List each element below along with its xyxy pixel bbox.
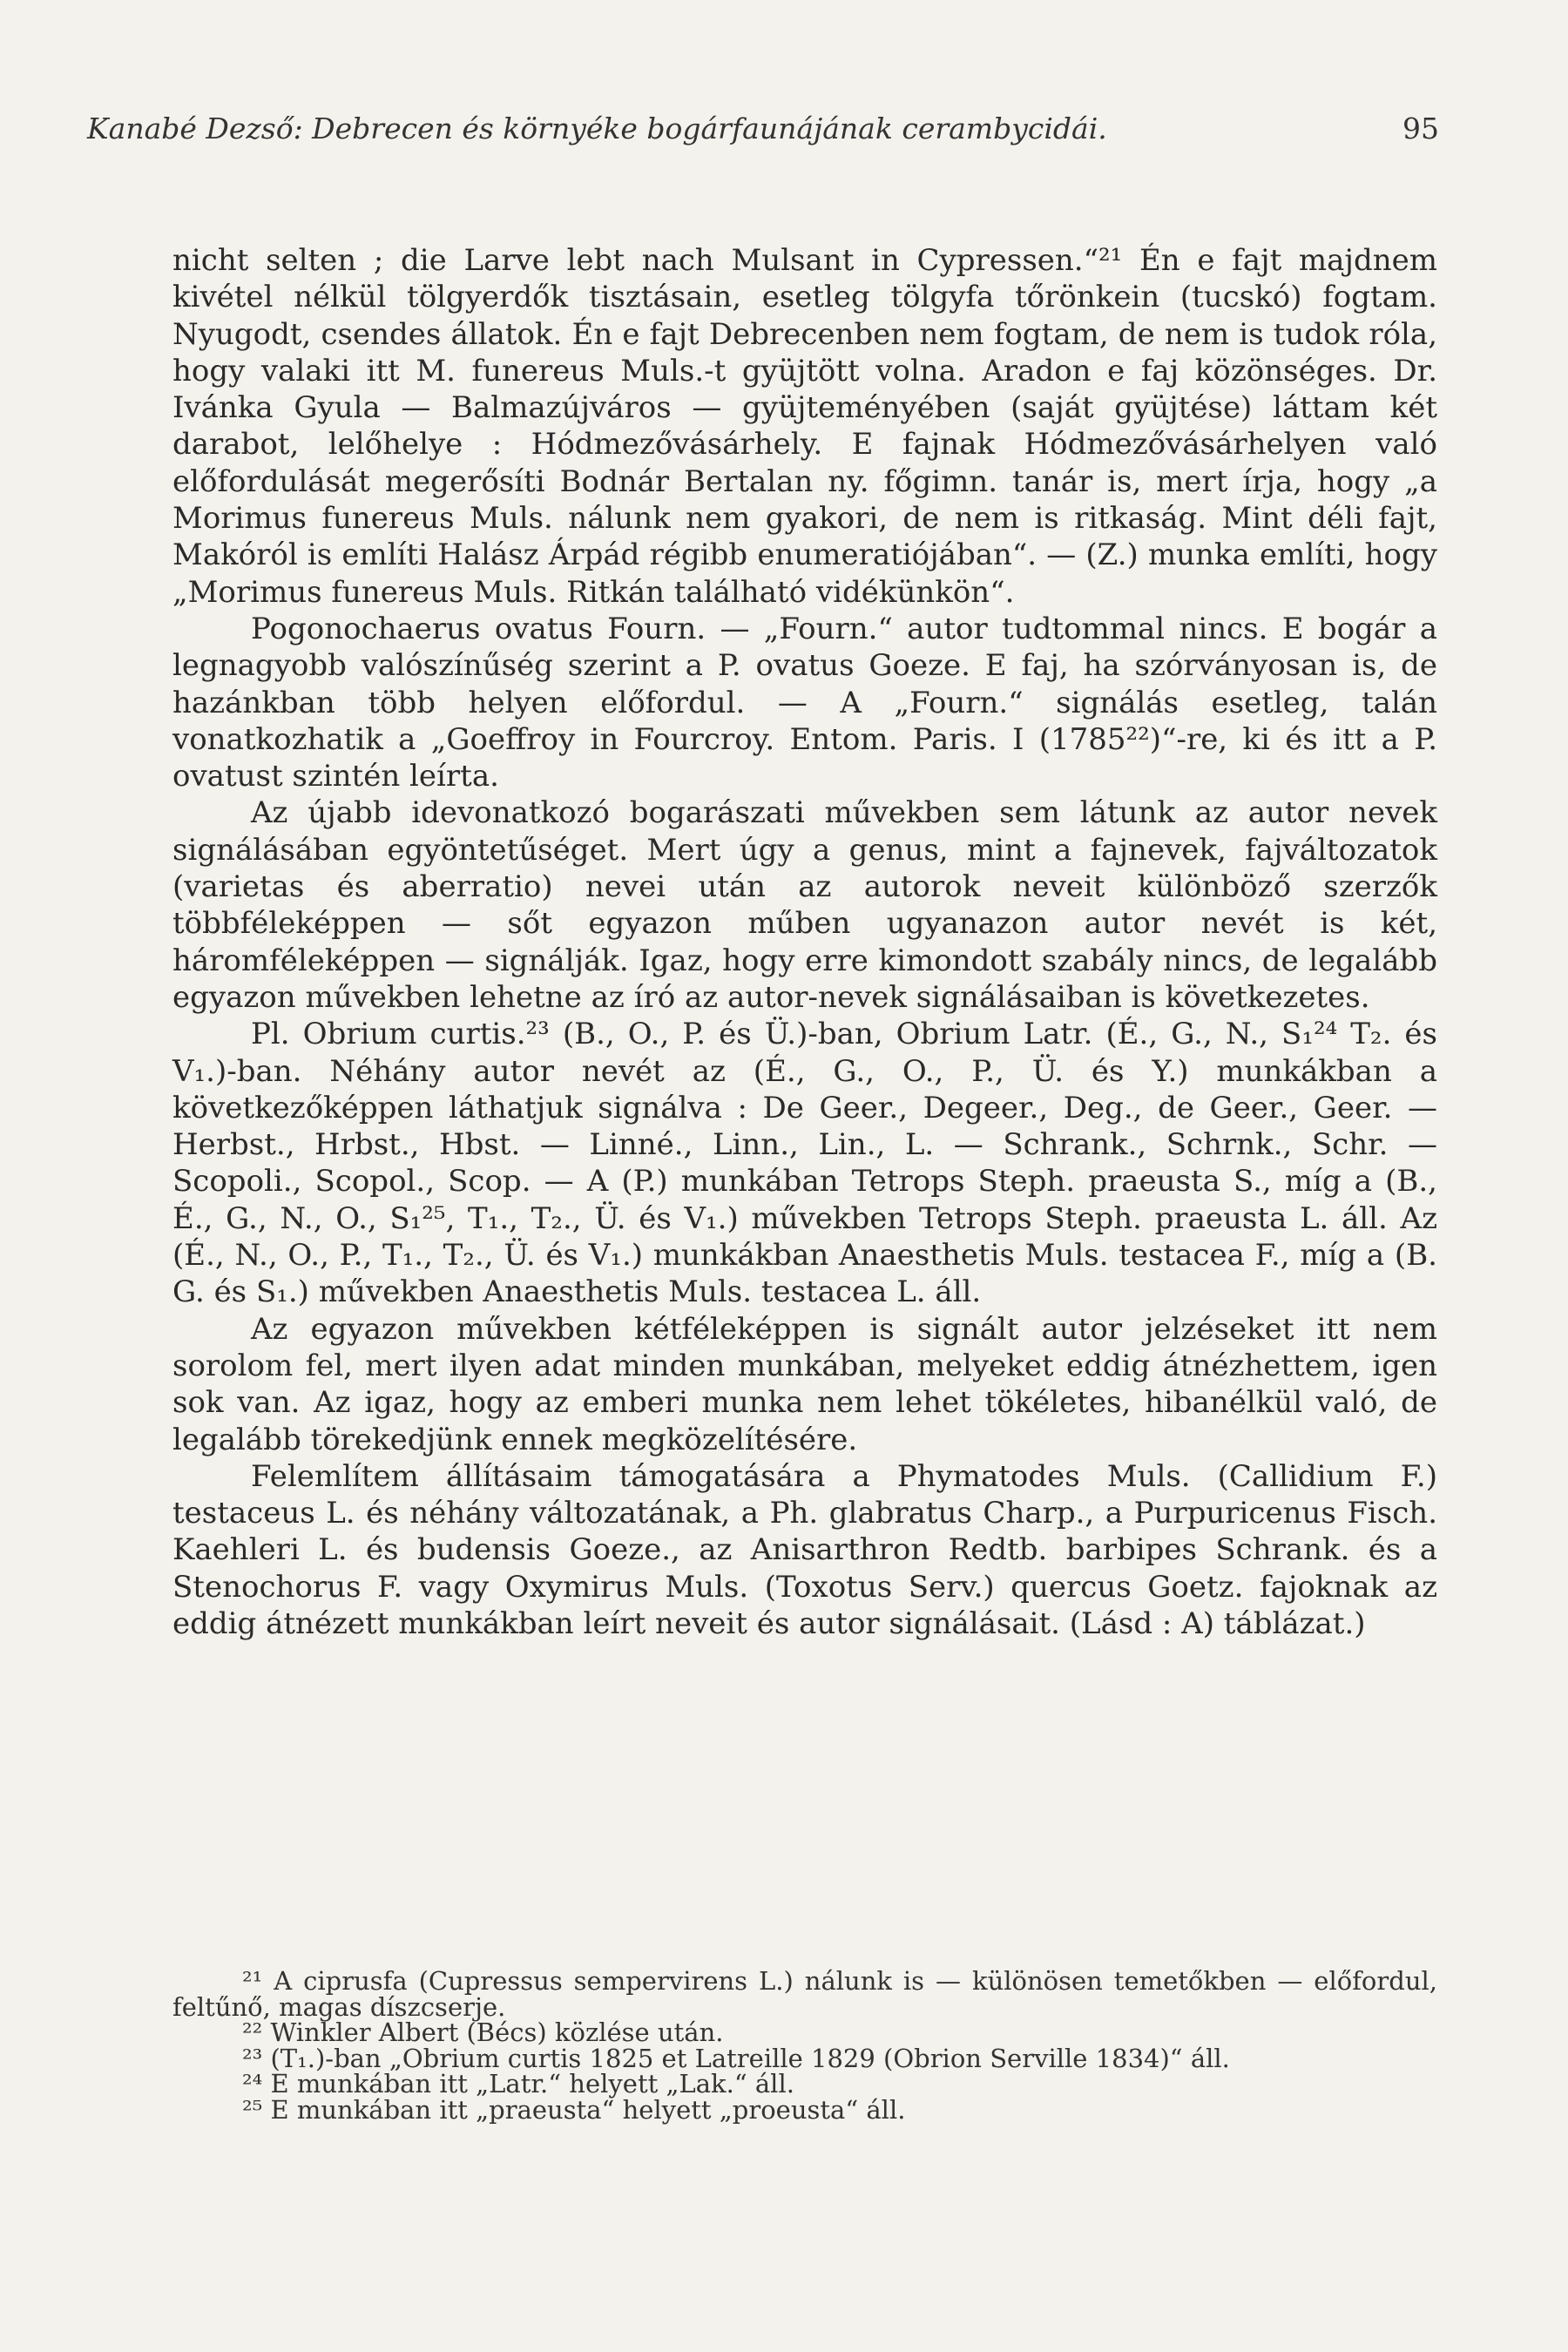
paragraph-4: Pl. Obrium curtis.²³ (B., O., P. és Ü.)-ban, Obrium Latr. (É., G., N., S₁²⁴ T₂. és V₁.)-ban. Néhány autor nevét az (É., G., O., P., Ü. és Y.) munkákban a következőképpen láthatjuk signálva : De Geer., Degeer., Deg., de Geer., Geer. — Herbst., Hrbst., Hbst. — Linné., Linn., Lin., L. — Schrank., Schrnk., Schr. — Scopoli., Scopol., Scop. — A (P.) munkában Tetrops Steph. praeusta S., míg a (B., É., G., N., O., S₁²⁵, T₁., T₂., Ü. és V₁.) művekben Tetrops Steph. praeusta L. áll. Az (É., N., O., P., T₁., T₂., Ü. és V₁.) munkákban Anaesthetis Muls. testacea F., míg a (B. G. és S₁.) művekben Anaesthetis Muls. testacea L. áll. [172,1017,1437,1310]
running-header [87,112,1439,145]
paragraph-5: Az egyazon művekben kétféleképpen is signált autor jelzéseket itt nem sorolom fel, mert ilyen adat minden munkában, melyeket eddig átnézhettem, igen sok van. Az igaz, hogy az emberi munka nem lehet tökéletes, hibanélkül való, de legalább törekedjünk ennek megközelítésére. [172,1311,1437,1457]
footnote-22: ²² Winkler Albert (Bécs) közlése után. [242,2017,724,2047]
paragraph-2: Pogonochaerus ovatus Fourn. — „Fourn.“ autor tudtommal nincs. E bogár a legnagyobb valószínűség szerint a P. ovatus Goeze. E faj, ha szórványosan is, de hazánkban több helyen előfordul. — A „Fourn.“ signálás esetleg, talán vonatkozhatik a „Goeffroy in Fourcroy. Entom. Paris. I (1785²²)“-re, ki és itt a P. ovatust szintén leírta. [172,611,1437,794]
footnote-23: ²³ (T₁.)-ban „Obrium curtis 1825 et Latreille 1829 (Obrion Serville 1834)“ áll. [242,2043,1230,2073]
footnotes [172,1966,1437,2125]
body-text [172,242,1437,1642]
paragraph-1: nicht selten ; die Larve lebt nach Mulsant in Cypressen.“²¹ Én e fajt majdnem kivétel nélkül tölgyerdők tisztásain, esetleg tölgyfa tőrönkein (tucskó) fogtam. Nyugodt, csendes állatok. Én e fajt Debrecenben nem fogtam, de nem is tudok róla, hogy valaki itt M. funereus Muls.-t gyüjtött volna. Aradon e faj közönséges. Dr. Ivánka Gyula — Balmazújváros — gyüjteményében (saját gyüjtése) láttam két darabot, lelőhelye : Hódmezővásárhely. E fajnak Hódmezővásárhelyen való előfordulását megerősíti Bodnár Bertalan ny. főgimn. tanár is, mert írja, hogy „a Morimus funereus Muls. nálunk nem gyakori, de nem is ritkaság. Mint déli fajt, Makóról is említi Halász Árpád régibb enumeratiójában“. — (Z.) munka említi, hogy „Morimus funereus Muls. Ritkán található vidékünkön“. [172,243,1437,610]
running-title: Kanabé Dezső: Debrecen és környéke bogárfaunájának cerambycidái. [87,112,1107,145]
footnote-24: ²⁴ E munkában itt „Latr.“ helyett „Lak.“ áll. [242,2069,794,2099]
footnote-25: ²⁵ E munkában itt „praeusta“ helyett „proeusta“ áll. [242,2094,906,2125]
paragraph-6: Felemlítem állításaim támogatására a Phymatodes Muls. (Callidium F.) testaceus L. és néhány változatának, a Ph. glabratus Charp., a Purpuricenus Fisch. Kaehleri L. és budensis Goeze., az Anisarthron Redtb. barbipes Schrank. és a Stenochorus F. vagy Oxymirus Muls. (Toxotus Serv.) quercus Goetz. fajoknak az eddig átnézett munkákban leírt neveit és autor signálásait. (Lásd : A) táblázat.) [172,1458,1437,1641]
paragraph-3: Az újabb idevonatkozó bogarászati művekben sem látunk az autor nevek signálásában egyöntetűséget. Mert úgy a genus, mint a fajnevek, fajváltozatok (varietas és aberratio) nevei után az autorok neveit különböző szerzők többféleképpen — sőt egyazon műben ugyanazon autor nevét is két, háromféleképpen — signálják. Igaz, hogy erre kimondott szabály nincs, de legalább egyazon művekben lehetne az író az autor-nevek signálásaiban is következetes. [172,795,1437,1015]
page-number: 95 [1402,112,1439,145]
footnote-21: ²¹ A ciprusfa (Cupressus sempervirens L.) nálunk is — különösen temetőkben — előfordul, feltűnő, magas díszcserje. [172,1966,1437,2022]
